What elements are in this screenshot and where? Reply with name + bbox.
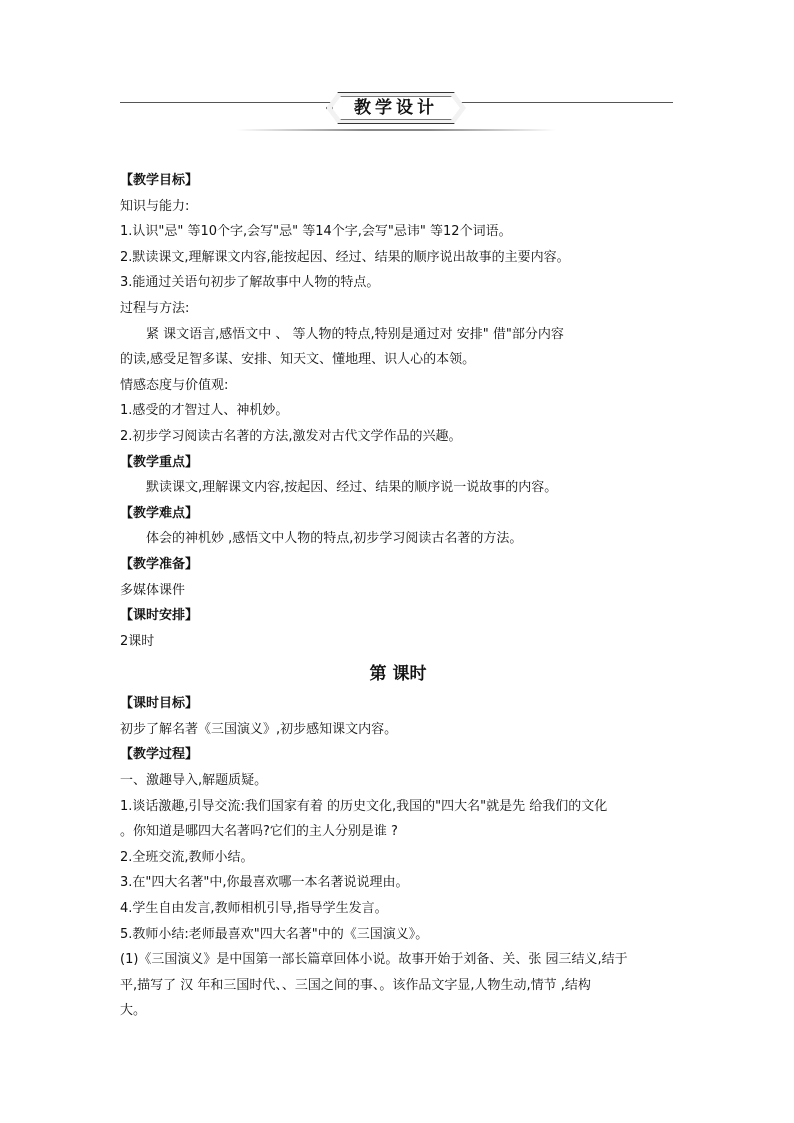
text-line: 5.教师小结:老师最喜欢"四大名著"中的《三国演义》。 xyxy=(120,926,429,942)
section-heading-process-steps: 【教学过程】 xyxy=(120,747,199,763)
text-line: 3.在"四大名著"中,你最喜欢哪一本名著说说理由。 xyxy=(120,875,409,891)
text-line: 平,描写了 汉 年和三国时代、、三国之间的事、。该作品文字显,人物生动,情节 ,结构 xyxy=(120,977,591,993)
subheading-emotion: 情感态度与价值观: xyxy=(120,377,229,393)
text-line: 的读,感受足智多谋、安排、知天文、懂地理、识人心的本领。 xyxy=(120,352,476,368)
text-line: 多媒体课件 xyxy=(120,582,186,598)
section-heading-schedule: 【课时安排】 xyxy=(120,608,199,624)
text-line: 。你知道是哪四大名著吗?它们的主人分别是谁 ? xyxy=(120,824,398,840)
section-heading-objectives: 【教学目标】 xyxy=(120,173,199,188)
text-line: 1.谈话激趣,引导交流:我们国家有着 的历史文化,我国的"四大名"就是先 给我们的文化 xyxy=(120,798,608,814)
subheading-process: 过程与方法: xyxy=(120,300,190,316)
section-heading-preparation: 【教学准备】 xyxy=(120,556,199,572)
text-line: 体会的神机妙 ,感悟文中人物的特点,初步学习阅读古名著的方法。 xyxy=(146,531,523,547)
text-line: 紧 课文语言,感悟文中 、 等人物的特点,特别是通过对 安排" 借"部分内容 xyxy=(146,326,564,342)
subheading-knowledge: 知识与能力: xyxy=(120,198,190,214)
text-line: 1.感受的才智过人、神机妙。 xyxy=(120,403,289,419)
lesson-title: 第 课时 xyxy=(369,664,427,685)
text-line: 初步了解名著《三国演义》,初步感知课文内容。 xyxy=(120,721,398,737)
text-line: 默读课文,理解课文内容,按起因、经过、结果的顺序说一说故事的内容。 xyxy=(146,480,558,496)
text-line: 2.默读课文,理解课文内容,能按起因、经过、结果的顺序说出故事的主要内容。 xyxy=(120,249,570,265)
text-line: 3.能通过关语句初步了解故事中人物的特点。 xyxy=(120,275,380,291)
section-heading-difficulties: 【教学难点】 xyxy=(120,505,199,521)
section-heading-lesson-objectives: 【课时目标】 xyxy=(120,696,199,712)
text-line: 2课时 xyxy=(120,633,155,649)
text-line: 4.学生自由发言,教师相机引导,指导学生发言。 xyxy=(120,901,388,917)
header-shadow-line xyxy=(236,129,556,131)
header-title: 教学设计 xyxy=(354,98,438,118)
text-line: (1)《三国演义》是中国第一部长篇章回体小说。故事开始于刘备、关、张 园三结义,结于 xyxy=(120,952,628,968)
text-line: 一、激趣导入,解题质疑。 xyxy=(120,773,268,789)
document-body xyxy=(120,168,676,1024)
text-line: 1.认识"忌" 等10个字,会写"忌" 等14个字,会写"忌讳" 等12个词语。 xyxy=(120,224,512,240)
text-line: 2.初步学习阅读古名著的方法,激发对古代文学作品的兴趣。 xyxy=(120,428,462,444)
text-line: 大。 xyxy=(120,1003,147,1019)
text-line: 2.全班交流,教师小结。 xyxy=(120,849,254,865)
section-heading-key-points: 【教学重点】 xyxy=(120,454,199,470)
